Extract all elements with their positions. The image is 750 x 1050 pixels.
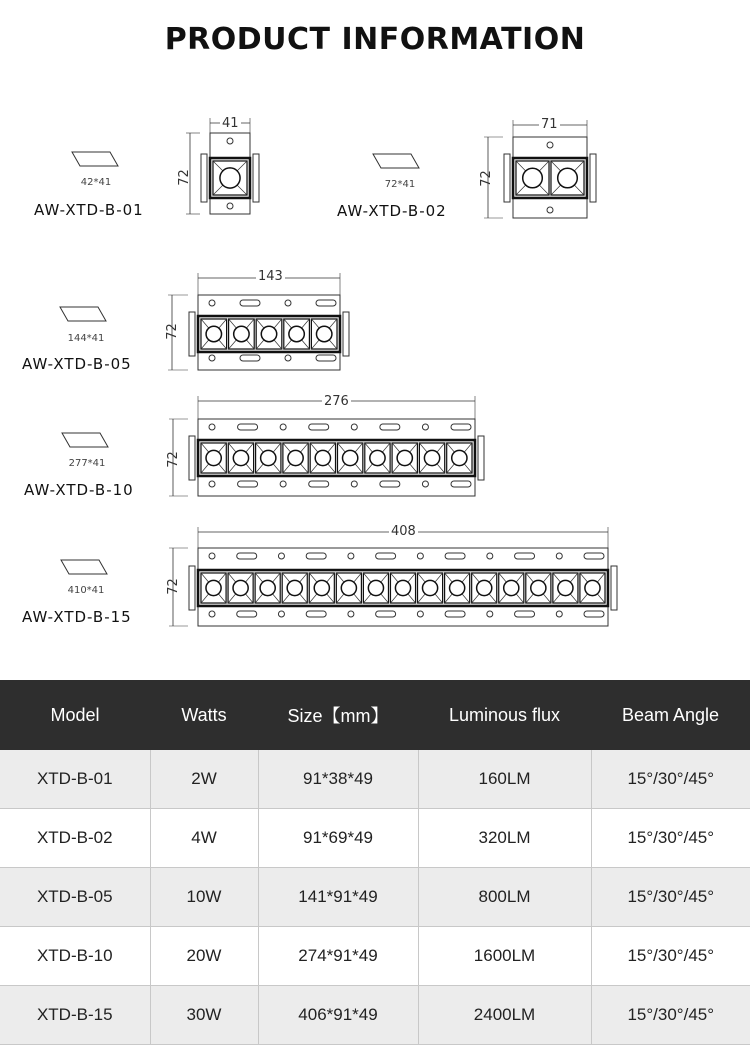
led-lens <box>422 580 437 595</box>
width-dim-01: 41 <box>222 116 239 131</box>
screw-hole <box>209 300 215 306</box>
screw-hole <box>351 481 357 487</box>
led-lens <box>315 450 330 465</box>
screw-hole <box>422 424 428 430</box>
led-lens <box>316 326 331 341</box>
screw-hole <box>348 553 354 559</box>
mount-slot <box>238 481 258 487</box>
mount-slot <box>380 424 400 430</box>
cell-size: 141*91*49 <box>258 868 418 927</box>
cutout-label-01: 42*41 <box>80 177 112 188</box>
led-lens <box>206 580 221 595</box>
screw-hole <box>351 424 357 430</box>
side-clip <box>611 566 617 610</box>
led-lens <box>395 580 410 595</box>
table-row <box>0 750 750 809</box>
mount-slot <box>237 611 257 617</box>
led-lens <box>558 168 578 188</box>
cutout-label-15: 410*41 <box>67 585 105 596</box>
table-header-row <box>0 680 750 750</box>
screw-hole <box>227 138 233 144</box>
side-clip <box>590 154 596 202</box>
cutout-label-05: 144*41 <box>67 333 105 344</box>
width-dim-15: 408 <box>391 524 416 539</box>
height-dim-15: 72 <box>165 578 181 595</box>
screw-hole <box>422 481 428 487</box>
cell-model: XTD-B-05 <box>0 868 150 927</box>
cell-luminous-flux: 800LM <box>418 868 591 927</box>
led-lens <box>287 580 302 595</box>
screw-hole <box>487 611 493 617</box>
cell-beam-angle: 15°/30°/45° <box>591 868 750 927</box>
header-beam-angle: Beam Angle <box>591 680 750 750</box>
screw-hole <box>280 481 286 487</box>
header-watts: Watts <box>150 680 258 750</box>
screw-hole <box>278 611 284 617</box>
table-row <box>0 927 750 986</box>
led-lens <box>234 326 249 341</box>
cell-watts: 2W <box>150 750 258 809</box>
cell-luminous-flux: 1600LM <box>418 927 591 986</box>
cell-watts: 20W <box>150 927 258 986</box>
screw-hole <box>280 424 286 430</box>
cell-luminous-flux: 160LM <box>418 750 591 809</box>
led-lens <box>341 580 356 595</box>
header-luminous-flux: Luminous flux <box>418 680 591 750</box>
mount-slot <box>237 553 257 559</box>
mount-slot <box>306 553 326 559</box>
screw-hole <box>209 481 215 487</box>
mount-slot <box>316 355 336 361</box>
mount-slot <box>451 424 471 430</box>
width-dim-05: 143 <box>258 269 283 284</box>
model-label-10: AW-XTD-B-10 <box>24 481 134 499</box>
side-clip <box>189 436 195 480</box>
led-lens <box>424 450 439 465</box>
cell-watts: 4W <box>150 809 258 868</box>
width-dim-02: 71 <box>541 117 558 132</box>
screw-hole <box>227 203 233 209</box>
cell-watts: 10W <box>150 868 258 927</box>
width-dim-10: 276 <box>324 394 349 409</box>
cutout-shape <box>60 307 106 321</box>
mount-slot <box>376 611 396 617</box>
led-lens <box>314 580 329 595</box>
screw-hole <box>285 300 291 306</box>
mount-slot <box>380 481 400 487</box>
side-clip <box>189 566 195 610</box>
model-label-05: AW-XTD-B-05 <box>22 355 132 373</box>
led-lens <box>558 580 573 595</box>
mount-slot <box>240 355 260 361</box>
screw-hole <box>285 355 291 361</box>
mount-slot <box>316 300 336 306</box>
mount-slot <box>238 424 258 430</box>
height-dim-02: 72 <box>478 170 494 187</box>
led-lens <box>477 580 492 595</box>
mount-slot <box>584 611 604 617</box>
height-dim-10: 72 <box>165 451 181 468</box>
led-lens <box>523 168 543 188</box>
mount-slot <box>445 553 465 559</box>
cutout-label-10: 277*41 <box>68 458 106 469</box>
cell-size: 91*69*49 <box>258 809 418 868</box>
screw-hole <box>278 553 284 559</box>
mount-slot <box>445 611 465 617</box>
cell-model: XTD-B-10 <box>0 927 150 986</box>
side-clip <box>504 154 510 202</box>
led-lens <box>260 580 275 595</box>
screw-hole <box>209 553 215 559</box>
side-clip <box>189 312 195 356</box>
mount-slot <box>306 611 326 617</box>
cell-model: XTD-B-15 <box>0 986 150 1045</box>
cutout-shape <box>72 152 118 166</box>
screw-hole <box>417 611 423 617</box>
mount-slot <box>451 481 471 487</box>
led-lens <box>531 580 546 595</box>
cell-beam-angle: 15°/30°/45° <box>591 809 750 868</box>
led-lens <box>206 450 221 465</box>
cell-model: XTD-B-02 <box>0 809 150 868</box>
cell-size: 406*91*49 <box>258 986 418 1045</box>
mount-slot <box>584 553 604 559</box>
mount-slot <box>309 481 329 487</box>
cell-size: 91*38*49 <box>258 750 418 809</box>
header-size: Size【mm】 <box>258 680 418 750</box>
height-dim-01: 72 <box>176 169 192 186</box>
led-lens <box>233 580 248 595</box>
led-lens <box>504 580 519 595</box>
screw-hole <box>348 611 354 617</box>
cutout-shape <box>373 154 419 168</box>
model-label-01: AW-XTD-B-01 <box>34 201 144 219</box>
side-clip <box>253 154 259 202</box>
cell-model: XTD-B-01 <box>0 750 150 809</box>
side-clip <box>343 312 349 356</box>
mount-slot <box>309 424 329 430</box>
cutout-label-02: 72*41 <box>384 179 416 190</box>
led-lens <box>289 326 304 341</box>
cell-size: 274*91*49 <box>258 927 418 986</box>
header-model: Model <box>0 680 150 750</box>
page-title: PRODUCT INFORMATION <box>164 22 586 57</box>
screw-hole <box>209 611 215 617</box>
side-clip <box>478 436 484 480</box>
screw-hole <box>547 142 553 148</box>
mount-slot <box>515 553 535 559</box>
led-lens <box>343 450 358 465</box>
spec-table <box>0 680 750 1045</box>
screw-hole <box>417 553 423 559</box>
led-lens <box>233 450 248 465</box>
cutout-shape <box>61 560 107 574</box>
screw-hole <box>547 207 553 213</box>
led-lens <box>261 326 276 341</box>
cell-beam-angle: 15°/30°/45° <box>591 927 750 986</box>
mount-slot <box>240 300 260 306</box>
height-dim-05: 72 <box>164 323 180 340</box>
cell-beam-angle: 15°/30°/45° <box>591 750 750 809</box>
cell-beam-angle: 15°/30°/45° <box>591 986 750 1045</box>
led-lens <box>452 450 467 465</box>
table-row <box>0 986 750 1045</box>
led-lens <box>368 580 383 595</box>
cell-luminous-flux: 2400LM <box>418 986 591 1045</box>
table-row <box>0 809 750 868</box>
led-lens <box>206 326 221 341</box>
table-row <box>0 868 750 927</box>
screw-hole <box>209 355 215 361</box>
model-label-02: AW-XTD-B-02 <box>337 202 447 220</box>
screw-hole <box>556 611 562 617</box>
led-lens <box>397 450 412 465</box>
led-lens <box>220 168 240 188</box>
led-lens <box>288 450 303 465</box>
model-label-15: AW-XTD-B-15 <box>22 608 132 626</box>
cell-watts: 30W <box>150 986 258 1045</box>
side-clip <box>201 154 207 202</box>
screw-hole <box>556 553 562 559</box>
led-lens <box>450 580 465 595</box>
mount-slot <box>376 553 396 559</box>
screw-hole <box>487 553 493 559</box>
cell-luminous-flux: 320LM <box>418 809 591 868</box>
cutout-shape <box>62 433 108 447</box>
screw-hole <box>209 424 215 430</box>
led-lens <box>585 580 600 595</box>
led-lens <box>370 450 385 465</box>
led-lens <box>261 450 276 465</box>
mount-slot <box>515 611 535 617</box>
